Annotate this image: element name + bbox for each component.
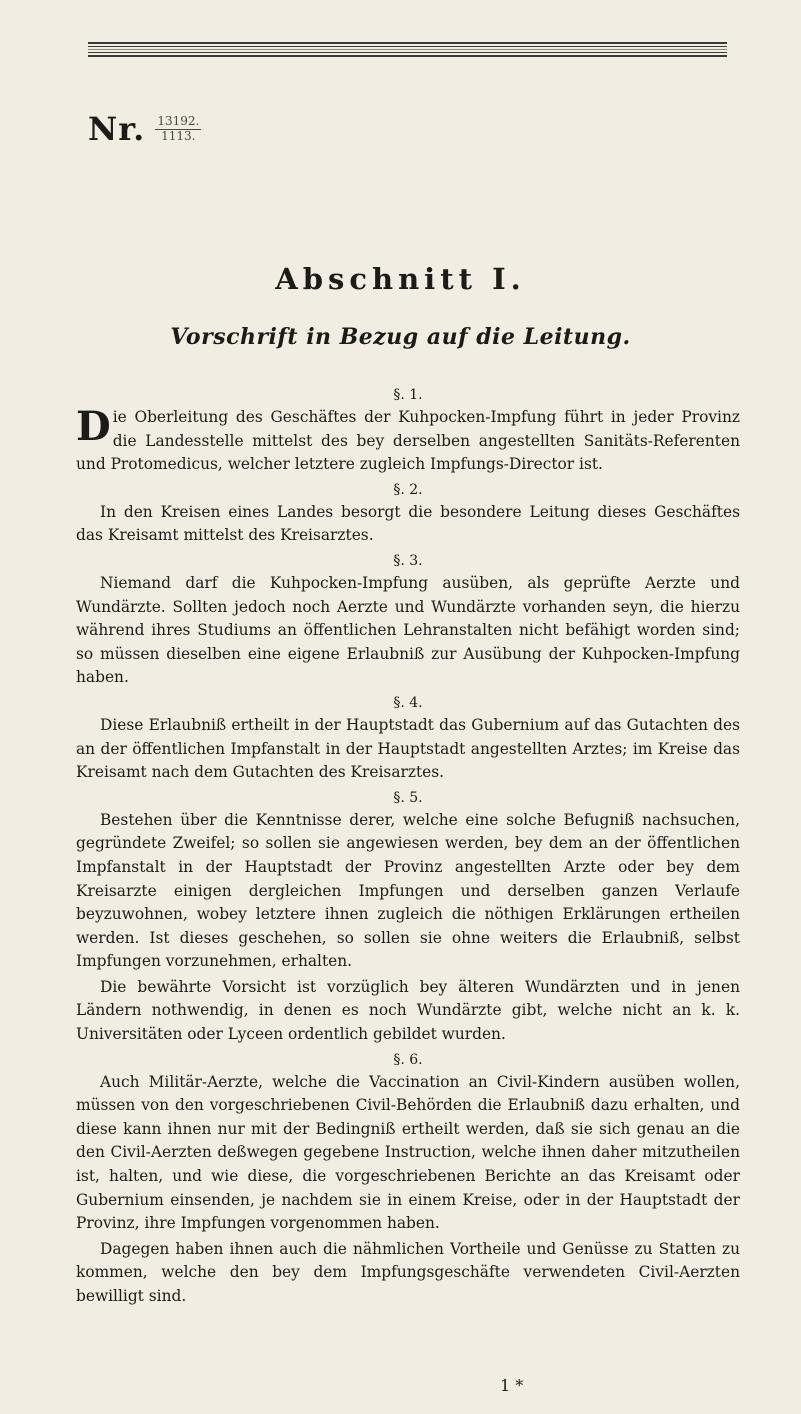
paragraph: Dagegen haben ihnen auch die nähmlichen Vortheile und Genüsse zu Statten zu kommen, welche den bey dem Impfungsgeschäfte verwendeten Civil-Aerzten bewilligt sind. — [76, 1239, 740, 1305]
nr-label: Nr. — [88, 110, 146, 148]
paragraph: Die bewährte Vorsicht ist vorzüglich bey älteren Wundärzten und in jenen Ländern nothwendig, in denen es noch Wundärzte gibt, welche nicht an k. k. Universitäten oder Lyceen ordentlich gebildet wurden. — [76, 977, 740, 1044]
section-number: §. 6. — [393, 1051, 423, 1068]
shelfmark — [88, 110, 201, 148]
document-body — [76, 384, 740, 1311]
top-rules — [88, 42, 727, 59]
section-subtitle: Vorschrift in Bezug auf die Leitung. — [170, 324, 631, 350]
section-title: Abschnitt I. — [275, 262, 526, 296]
paragraph: Auch Militär-Aerzte, welche die Vaccination an Civil-Kindern ausüben wollen, müssen von den vorgeschriebenen Civil-Behörden die Erlaubniß dazu erhalten, und diese kann ihnen nur mit der Bedingniß ertheilt werden, daß sie sich genau an die den Civil-Aerzten deßwegen gegebene Instruction, welche ihnen daher mitzutheilen ist, halten, und wie diese, die vorgeschriebenen Berichte an das Kreisamt oder Gubernium einsenden, je nachdem sie in einem Kreise, oder in der Hauptstadt der Provinz, ihre Impfungen vorgenommen haben. — [76, 1072, 740, 1233]
section-number: §. 5. — [393, 789, 423, 806]
section-number: §. 4. — [393, 694, 423, 711]
paragraph: In den Kreisen eines Landes besorgt die besondere Leitung dieses Geschäftes das Kreisamt mittelst des Kreisarztes. — [76, 502, 740, 545]
section-number: §. 3. — [393, 552, 423, 569]
section-number: §. 1. — [393, 387, 423, 403]
paragraph: Die Oberleitung des Geschäftes der Kuhpocken-Impfung führt in jeder Provinz die Landesstelle mittelst des bey derselben angestellten Sanitäts-Referenten und Protomedicus, welcher letztere zugleich Impfungs-Director ist. — [76, 403, 740, 474]
section-number: §. 2. — [393, 481, 423, 498]
shelfmark-top: 13192. — [157, 114, 200, 129]
signature-mark: 1 * — [500, 1376, 524, 1395]
paragraph: Diese Erlaubniß ertheilt in der Hauptstadt das Gubernium auf das Gutachten des an der öffentlichen Impfanstalt in der Hauptstadt angestellten Arztes; im Kreise das Kreisamt nach dem Gutachten des Kreisarztes. — [76, 715, 740, 782]
paragraph: Bestehen über die Kenntnisse derer, welche eine solche Befugniß nachsuchen, gegründete Zweifel; so sollen sie angewiesen werden, bey dem an der öffentlichen Impfanstalt in der Hauptstadt der Provinz angestellten Arzte oder bey dem Kreisarzte einigen dergleichen Impfungen und derselben ganzen Verlaufe beyzuwohnen, wobey letztere ihnen zugleich die nöthigen Erklärungen ertheilen werden. Ist dieses geschehen, so sollen sie ohne weiters die Erlaubniß, selbst Impfungen vorzunehmen, erhalten. — [76, 810, 740, 971]
shelfmark-bottom: 1113. — [161, 128, 196, 143]
paragraph: Niemand darf die Kuhpocken-Impfung ausüben, als geprüfte Aerzte und Wundärzte. Sollten jedoch noch Aerzte und Wundärzte vorhanden seyn, die hierzu während ihres Studiums an öffentlichen Lehranstalten nicht befähigt worden sind; so müssen dieselben eine eigene Erlaubniß zur Ausübung der Kuhpocken-Impfung haben. — [76, 573, 740, 687]
drop-cap: D — [76, 403, 111, 450]
shelfmark-number — [155, 115, 201, 142]
